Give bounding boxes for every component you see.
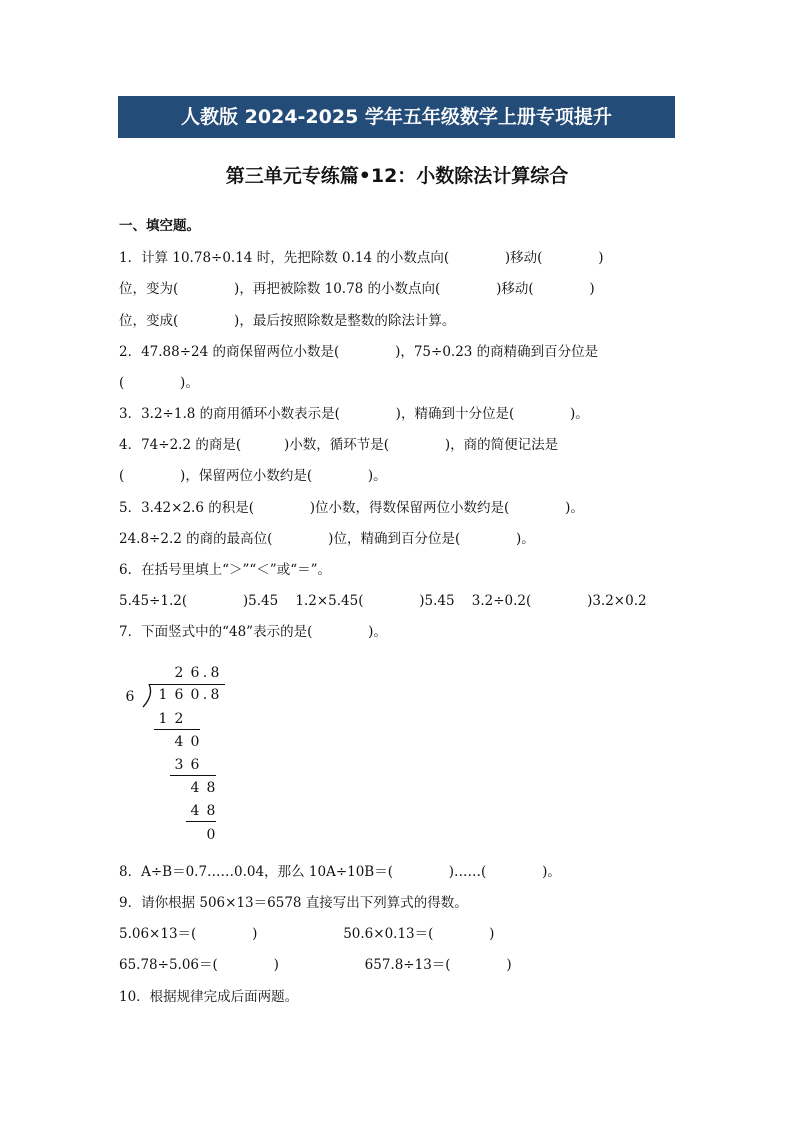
subtraction-line	[186, 821, 216, 822]
step-digit: 3	[174, 757, 184, 773]
dividend-digit: 6	[174, 687, 184, 703]
remainder-digit: 0	[206, 827, 216, 843]
dividend-digit: 8	[210, 687, 220, 703]
dividend-point: .	[202, 687, 208, 703]
quotient-point: .	[202, 665, 208, 681]
question-4-line-2: ( )，保留两位小数约是( )。	[119, 468, 387, 484]
quotient-digit: 6	[190, 665, 200, 681]
step-digit: 1	[158, 711, 168, 727]
question-7: 7．下面竖式中的“48”表示的是( )。	[119, 624, 387, 640]
question-9-row-2: 65.78÷5.06＝( ) 657.8÷13＝( )	[119, 957, 512, 973]
section-heading-fill-blank: 一、填空题。	[119, 218, 200, 234]
dividend-digit: 1	[158, 687, 168, 703]
question-2-line-2: ( )。	[119, 375, 199, 391]
title-banner: 人教版 2024-2025 学年五年级数学上册专项提升	[118, 96, 675, 138]
division-bar	[149, 684, 225, 685]
unit-subtitle: 第三单元专练篇•12：小数除法计算综合	[225, 165, 569, 187]
question-1-line-1: 1．计算 10.78÷0.14 时，先把除数 0.14 的小数点向( )移动( )	[119, 250, 604, 266]
question-3: 3．3.2÷1.8 的商用循环小数表示是( )，精确到十分位是( )。	[119, 406, 589, 422]
question-5-line-2: 24.8÷2.2 的商的最高位( )位，精确到百分位是( )。	[119, 531, 535, 547]
question-9-instruction: 9．请你根据 506×13＝6578 直接写出下列算式的得数。	[119, 895, 468, 911]
step-digit: 0	[190, 734, 200, 750]
question-1-line-3: 位，变成( )，最后按照除数是整数的除法计算。	[119, 313, 456, 329]
step-digit: 4	[190, 780, 200, 796]
question-1-line-2: 位，变为( )，再把被除数 10.78 的小数点向( )移动( )	[119, 281, 595, 297]
step-digit: 8	[206, 780, 216, 796]
question-9-row-1: 5.06×13＝( ) 50.6×0.13＝( )	[119, 926, 495, 942]
step-digit: 8	[206, 803, 216, 819]
question-5-line-1: 5．3.42×2.6 的积是( )位小数，得数保留两位小数约是( )。	[119, 500, 584, 516]
division-bracket	[140, 683, 154, 709]
step-digit: 4	[174, 734, 184, 750]
step-digit: 2	[174, 711, 184, 727]
dividend-digit: 0	[190, 687, 200, 703]
subtraction-line	[154, 729, 200, 730]
question-2-line-1: 2．47.88÷24 的商保留两位小数是( )，75÷0.23 的商精确到百分位是	[119, 344, 599, 360]
divisor: 6	[125, 689, 135, 705]
question-6-instruction: 6．在括号里填上“＞”“＜”或“＝”。	[119, 562, 331, 578]
quotient-digit: 2	[174, 665, 184, 681]
question-10: 10．根据规律完成后面两题。	[119, 989, 299, 1005]
step-digit: 6	[190, 757, 200, 773]
long-division-figure	[120, 660, 260, 850]
question-4-line-1: 4．74÷2.2 的商是( )小数，循环节是( )，商的简便记法是	[119, 437, 559, 453]
step-digit: 4	[190, 803, 200, 819]
question-8: 8．A÷B＝0.7……0.04，那么 10A÷10B＝( )……( )。	[119, 864, 561, 880]
quotient-digit: 8	[210, 665, 220, 681]
question-6-comparisons: 5.45÷1.2( )5.45 1.2×5.45( )5.45 3.2÷0.2( )3.2×0.2	[119, 593, 647, 609]
subtraction-line	[170, 775, 216, 776]
